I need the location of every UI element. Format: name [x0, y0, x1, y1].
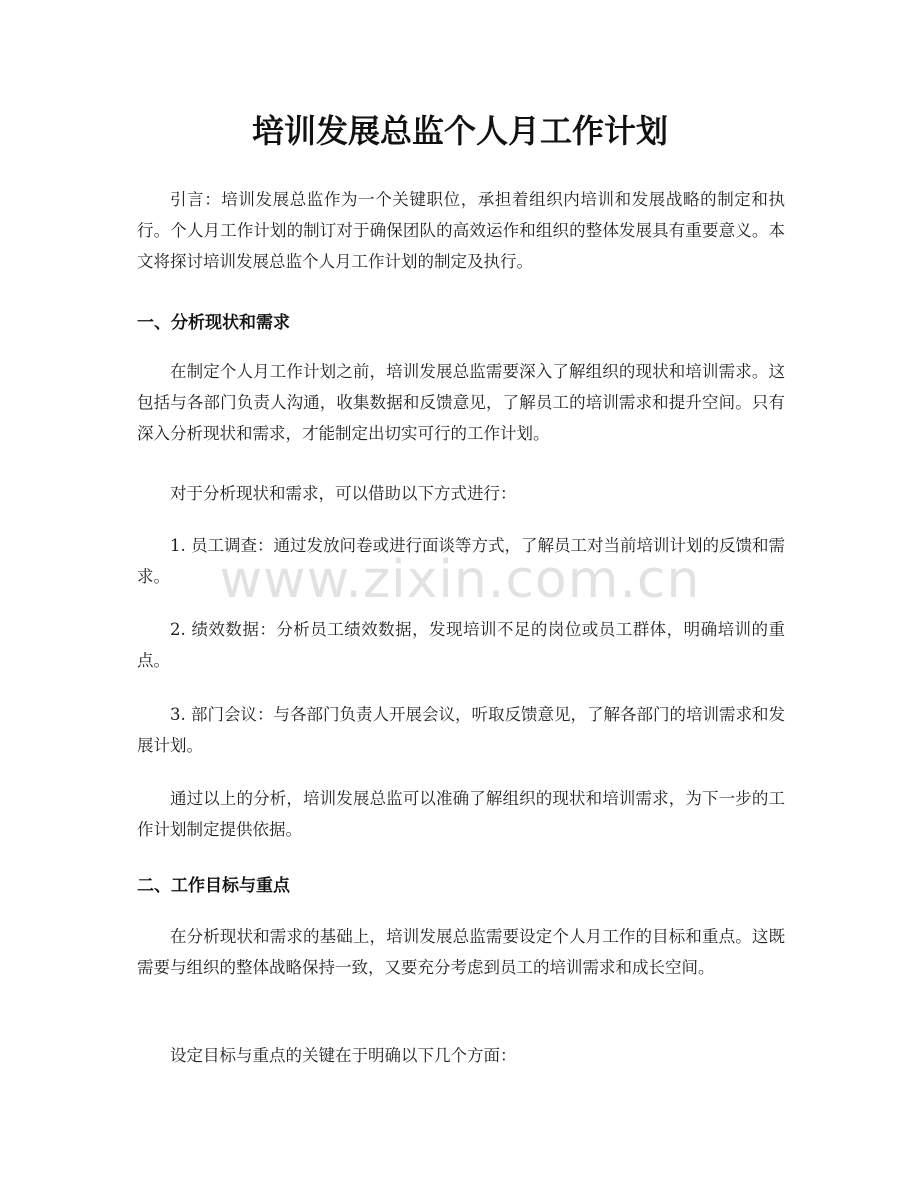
section-1-paragraph-1: 在制定个人月工作计划之前，培训发展总监需要深入了解组织的现状和培训需求。这包括与各部门负责人沟通，收集数据和反馈意见，了解员工的培训需求和提升空间。只有深入分析现状和需求，才能制定出切实可行的工作计划。 — [137, 362, 785, 443]
watermark: www.zixin.com.cn — [219, 550, 701, 610]
section-1-paragraph-2: 对于分析现状和需求，可以借助以下方式进行： — [170, 484, 517, 503]
section-2-heading: 二、工作目标与重点 — [137, 876, 290, 896]
section-1-paragraph-3: 通过以上的分析，培训发展总监可以准确了解组织的现状和培训需求，为下一步的工作计划制定提供依据。 — [137, 789, 785, 839]
intro-paragraph: 引言：培训发展总监作为一个关键职位，承担着组织内培训和发展战略的制定和执行。个人月工作计划的制订对于确保团队的高效运作和组织的整体发展具有重要意义。本文将探讨培训发展总监个人月工作计划的制定及执行。 — [137, 190, 785, 271]
list-item-3: 3. 部门会议：与各部门负责人开展会议，听取反馈意见，了解各部门的培训需求和发展计划。 — [137, 705, 785, 755]
list-item-1: 1. 员工调查：通过发放问卷或进行面谈等方式，了解员工对当前培训计划的反馈和需求。 — [137, 536, 785, 586]
section-2-paragraph-1: 在分析现状和需求的基础上，培训发展总监需要设定个人月工作的目标和重点。这既需要与组织的整体战略保持一致，又要充分考虑到员工的培训需求和成长空间。 — [137, 927, 785, 977]
document-title: 培训发展总监个人月工作计划 — [251, 112, 668, 150]
section-1-heading: 一、分析现状和需求 — [137, 313, 290, 333]
list-item-2: 2. 绩效数据：分析员工绩效数据，发现培训不足的岗位或员工群体，明确培训的重点。 — [137, 620, 785, 670]
section-2-paragraph-2: 设定目标与重点的关键在于明确以下几个方面： — [170, 1046, 517, 1065]
